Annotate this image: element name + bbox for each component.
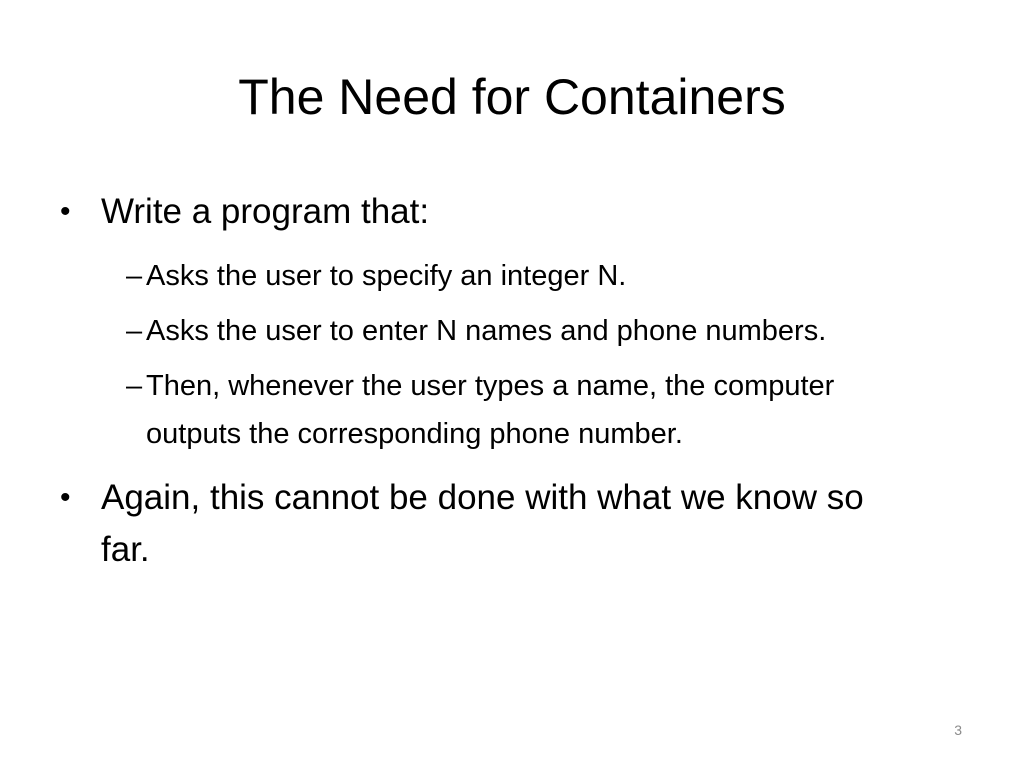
sub-bullet-text: Then, whenever the user types a name, the computer outputs the corresponding phone number.	[146, 370, 835, 450]
sub-bullet-item	[128, 362, 890, 458]
sub-bullet-text: Asks the user to specify an integer N.	[146, 260, 627, 292]
bullet-text: Write a program that:	[101, 192, 430, 231]
bullet-text: Again, this cannot be done with what we know so far.	[101, 478, 864, 569]
bullet-item	[60, 472, 890, 576]
sub-bullet-text: Asks the user to enter N names and phone numbers.	[146, 315, 827, 347]
sub-bullet-mark: –	[126, 315, 143, 347]
page-number: 3	[954, 722, 962, 738]
sub-bullet-item	[128, 252, 890, 300]
slide-title: The Need for Containers	[238, 69, 786, 125]
bullet-mark: •	[60, 481, 71, 514]
slide-body	[60, 186, 890, 590]
sub-bullet-item	[128, 307, 890, 355]
bullet-mark: •	[60, 195, 71, 228]
bullet-item	[60, 186, 890, 238]
sub-bullet-mark: –	[126, 370, 143, 402]
sub-bullet-mark: –	[126, 260, 143, 292]
